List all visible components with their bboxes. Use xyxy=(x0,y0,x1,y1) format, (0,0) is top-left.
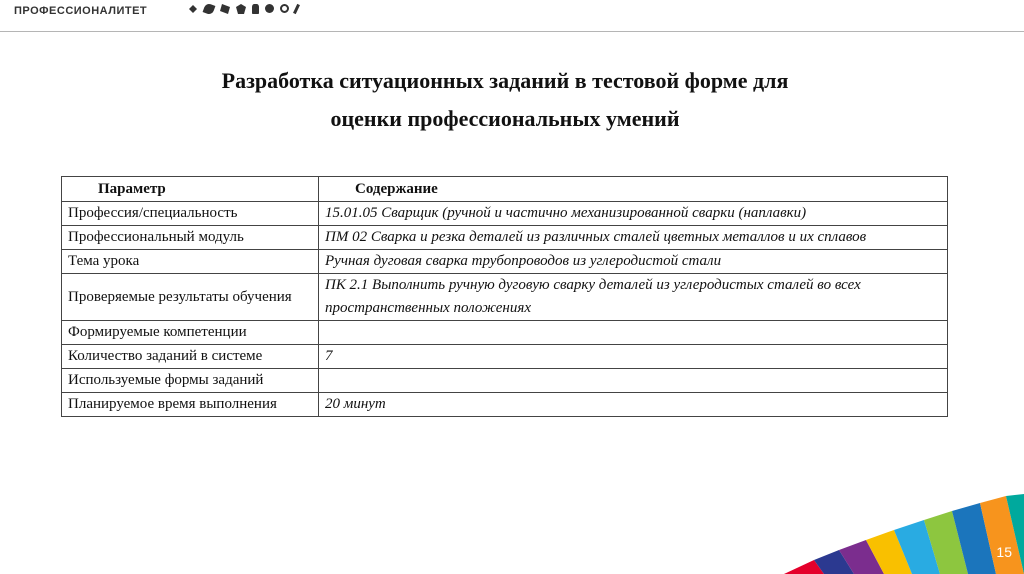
table-row xyxy=(62,321,948,345)
brand-shape-icon xyxy=(220,4,230,14)
parameters-table xyxy=(61,176,948,417)
brand-ring-icon xyxy=(280,4,289,13)
brand-shape-icon xyxy=(252,4,259,14)
header-divider xyxy=(0,31,1024,32)
value-cell: 15.01.05 Сварщик (ручной и частично механизированной сварки (наплавки) xyxy=(319,202,948,226)
value-cell: ПМ 02 Сварка и резка деталей из различных сталей цветных металлов и их сплавов xyxy=(319,226,948,250)
param-cell: Формируемые компетенции xyxy=(62,321,319,345)
value-cell: ПК 2.1 Выполнить ручную дуговую сварку деталей из углеродистых сталей во всех пространственных положениях xyxy=(319,274,948,321)
value-cell: Ручная дуговая сварка трубопроводов из углеродистой стали xyxy=(319,250,948,274)
table-row xyxy=(62,226,948,250)
brand-shape-icon xyxy=(188,4,198,14)
value-cell xyxy=(319,321,948,345)
brand-shape-icon xyxy=(236,4,246,14)
table-row xyxy=(62,274,948,321)
brand-circle-icon xyxy=(265,4,274,13)
param-cell: Количество заданий в системе xyxy=(62,345,319,369)
column-header-parameter: Параметр xyxy=(62,177,319,202)
slide-title-line1: Разработка ситуационных заданий в тестовой форме для xyxy=(221,68,789,93)
param-cell: Тема урока xyxy=(62,250,319,274)
table-row xyxy=(62,393,948,417)
value-cell: 20 минут xyxy=(319,393,948,417)
table-row xyxy=(62,202,948,226)
brand-slash-icon xyxy=(293,4,300,14)
param-cell: Используемые формы заданий xyxy=(62,369,319,393)
param-cell: Проверяемые результаты обучения xyxy=(62,274,319,321)
table-row xyxy=(62,369,948,393)
slide-title-line2: оценки профессиональных умений xyxy=(330,106,680,131)
value-cell: 7 xyxy=(319,345,948,369)
brand-logo-text: ПРОФЕССИОНАЛИТЕТ xyxy=(14,5,148,17)
column-header-content: Содержание xyxy=(319,177,948,202)
param-cell: Профессия/специальность xyxy=(62,202,319,226)
table-row xyxy=(62,250,948,274)
brand-leaf-icon xyxy=(203,3,216,16)
slide-title xyxy=(0,62,1010,138)
value-cell xyxy=(319,369,948,393)
decorative-stripes xyxy=(784,494,1024,574)
page-number: 15 xyxy=(996,544,1012,560)
brand-icons xyxy=(188,4,298,14)
param-cell: Профессиональный модуль xyxy=(62,226,319,250)
table-row xyxy=(62,345,948,369)
param-cell: Планируемое время выполнения xyxy=(62,393,319,417)
table-header-row xyxy=(62,177,948,202)
